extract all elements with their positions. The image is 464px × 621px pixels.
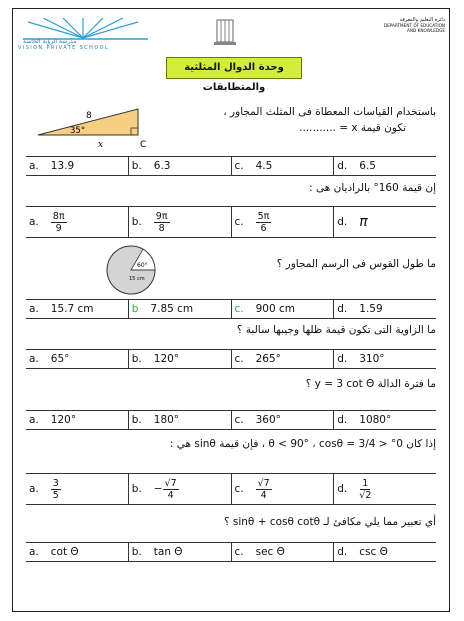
- q5-option-d[interactable]: d. 1080°: [337, 414, 392, 426]
- q1-option-a[interactable]: a. 13.9: [26, 157, 129, 175]
- q6-text: إذا كان 0° < θ < 90° ، cosθ = 3/4 ، فإن قيمة sinθ هي :: [169, 438, 436, 450]
- right-triangle-figure: [30, 103, 155, 151]
- q3-option-a[interactable]: a. 15.7 cm: [26, 300, 129, 318]
- triangle-vertex-label: C: [140, 140, 147, 150]
- q2-options-row: [26, 206, 436, 238]
- building-emblem-icon: [212, 18, 238, 46]
- school-name-arabic: مدرسة الرؤية الخاصة: [23, 38, 77, 45]
- q3-option-c[interactable]: c. 900 cm: [232, 300, 335, 318]
- q1-option-b[interactable]: b. 6.3: [129, 157, 232, 175]
- q4-text: ما الزاوية التى تكون قيمة ظلها وجيبها سالبة ؟: [236, 324, 436, 336]
- sector-angle-label: 60°: [137, 262, 148, 269]
- page-title: وحدة الدوال المثلثية والمتطابقات: [166, 57, 302, 79]
- triangle-hypotenuse-label: 8: [86, 111, 92, 121]
- department-name-arabic: دائرة التعليم والمعرفة: [399, 17, 445, 23]
- q2-option-b[interactable]: b. $\frac{9\pi}{8}$: [129, 207, 232, 237]
- q6-option-b[interactable]: b. − $\frac{√7}{4}$: [129, 474, 232, 504]
- q7-option-c[interactable]: c. sec Θ: [232, 543, 335, 561]
- q5-text: ما فترة الدالة y = 3 cot Θ ؟: [305, 378, 436, 390]
- q4-options-row: [26, 349, 436, 369]
- q3-option-b[interactable]: b 7.85 cm: [129, 300, 232, 318]
- q2-option-d[interactable]: d. π: [337, 214, 368, 230]
- q1-text-line1: باستخدام القياسات المعطاة فى المثلث المجاور ،: [223, 106, 436, 118]
- school-name: VISION PRIVATE SCHOOL: [18, 45, 110, 51]
- q1-option-d[interactable]: d. 6.5: [337, 160, 376, 172]
- q4-option-c[interactable]: c. 265°: [232, 350, 335, 368]
- department-name-line1: DEPARTMENT OF EDUCATION: [383, 23, 445, 28]
- sunburst-logo-icon: [18, 18, 153, 40]
- q7-option-a[interactable]: a. cot Θ: [26, 543, 129, 561]
- department-name-line2: AND KNOWLEDGE: [407, 28, 445, 33]
- q2-text: إن قيمة 160° بالراديان هى :: [309, 182, 436, 194]
- q6-option-a[interactable]: a. $\frac{3}{5}$: [26, 474, 129, 504]
- q2-option-c[interactable]: c. $\frac{5\pi}{6}$: [232, 207, 335, 237]
- triangle-base-label: x: [98, 140, 104, 150]
- q5-options-row: [26, 410, 436, 430]
- q4-option-b[interactable]: b. 120°: [129, 350, 232, 368]
- sector-radius-label: 15 cm: [129, 276, 145, 282]
- q3-options-row: [26, 299, 436, 319]
- q7-option-d[interactable]: d. csc Θ: [337, 546, 388, 558]
- school-logo: [18, 18, 153, 58]
- q5-option-a[interactable]: a. 120°: [26, 411, 129, 429]
- q1-options-row: [26, 156, 436, 176]
- center-emblem: [212, 18, 238, 56]
- q6-option-d[interactable]: d. $\frac{1}{√2}$: [337, 477, 372, 501]
- q6-options-row: [26, 473, 436, 505]
- q4-option-a[interactable]: a. 65°: [26, 350, 129, 368]
- q4-option-d[interactable]: d. 310°: [337, 353, 385, 365]
- q1-text-line2: تكون قيمة x = ...........: [299, 122, 406, 134]
- triangle-angle-label: 35°: [70, 126, 86, 136]
- department-logo: [350, 18, 445, 48]
- q7-text: أي تعبير مما يلي مكافئ لـ sinθ + cosθ cotθ ؟: [223, 516, 436, 528]
- q6-option-c[interactable]: c. $\frac{√7}{4}$: [232, 474, 335, 504]
- circle-sector-figure: [105, 244, 157, 296]
- q1-option-c[interactable]: c. 4.5: [232, 157, 335, 175]
- q5-option-c[interactable]: c. 360°: [232, 411, 335, 429]
- q7-options-row: [26, 542, 436, 562]
- q5-option-b[interactable]: b. 180°: [129, 411, 232, 429]
- q3-text: ما طول القوس فى الرسم المجاور ؟: [276, 258, 436, 270]
- q7-option-b[interactable]: b. tan Θ: [129, 543, 232, 561]
- q3-option-d[interactable]: d. 1.59: [337, 303, 383, 315]
- q2-option-a[interactable]: a. $\frac{8\pi}{9}$: [26, 207, 129, 237]
